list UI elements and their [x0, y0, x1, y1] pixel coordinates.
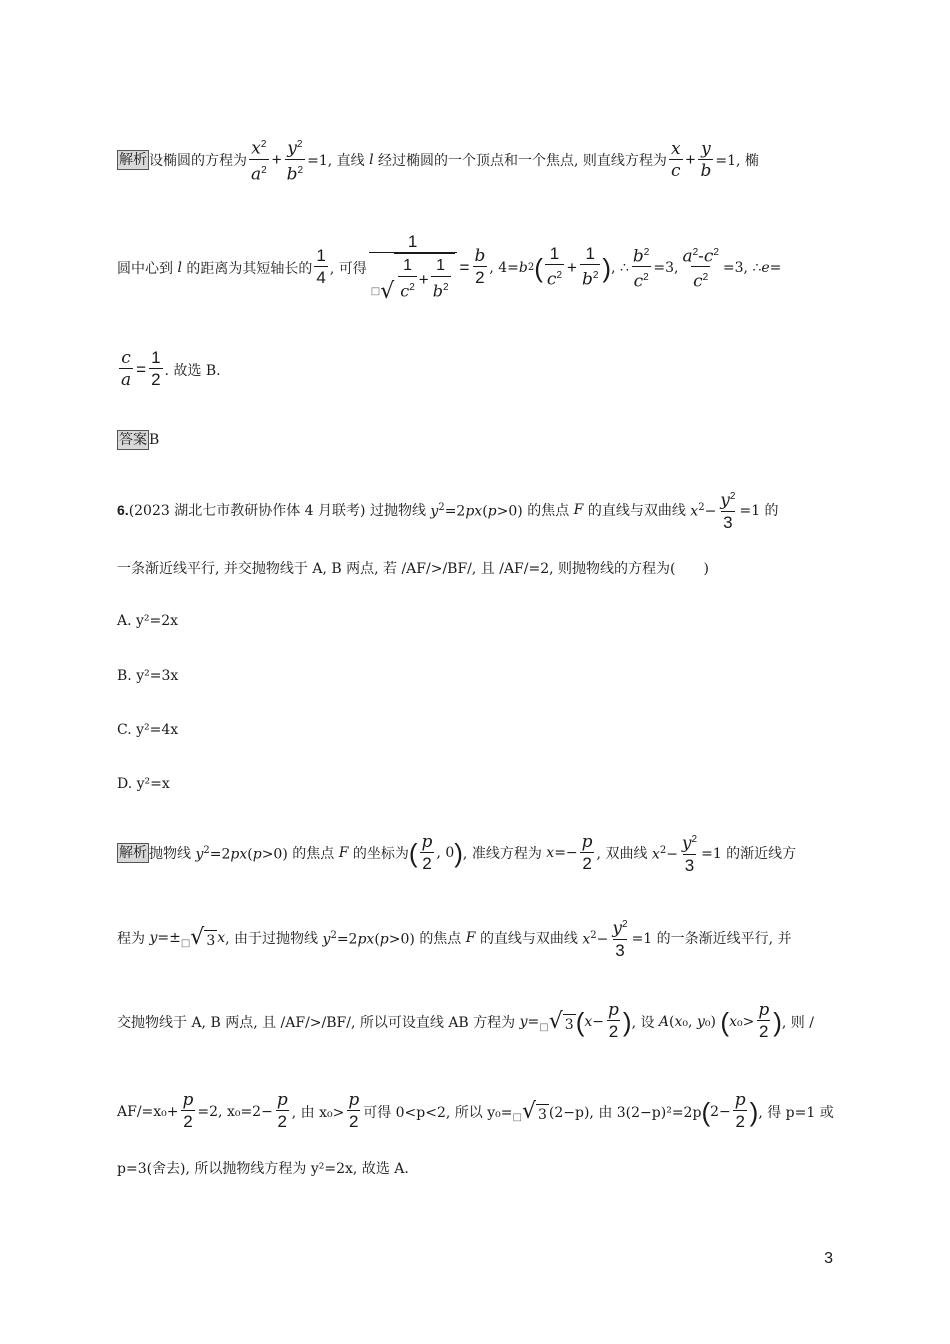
text: 一条渐近线平行, 并交抛物线于 A, B 两点, 若 /AF/>/BF/, 且 /AF/=2, 则抛物线的方程为( )	[117, 561, 709, 577]
text: , 得 p=1 或	[758, 1104, 834, 1121]
answer5-line	[117, 430, 833, 450]
analysis-label: 解析	[119, 152, 147, 169]
text: , 则 /	[781, 1014, 814, 1031]
text: 的焦点	[527, 503, 570, 520]
fraction-a2-c2-c2: $\frac{a^2-c^2}{c^2}$	[682, 246, 719, 292]
option-a[interactable]	[117, 613, 833, 629]
fraction-p-2: $\frac{p}{2}$	[758, 1000, 770, 1041]
text: =1 的	[739, 503, 779, 520]
option-a-text: A. y²=2x	[117, 613, 179, 629]
text: , 设	[631, 1014, 655, 1031]
fraction-1-b2: $\frac{1}{b^2}$	[581, 244, 599, 290]
fraction-p-2: $\frac{p}{2}$	[581, 831, 593, 873]
text: , 4=	[489, 259, 519, 276]
text: (2023 湖北七市教研协作体 4 月联考) 过抛物线	[128, 503, 426, 520]
text: 的直线与双曲线	[587, 503, 686, 520]
text: , ∴	[611, 259, 629, 276]
text: =3,	[653, 259, 679, 276]
text: 抛物线	[149, 846, 191, 863]
analysis-label: 解析	[119, 845, 147, 862]
fraction-distance: 1 □ √ $\frac{1}{c^2}$ + $\frac{1}{b^2}$	[369, 232, 457, 303]
text: 的直线与双曲线	[479, 931, 578, 948]
text: =1, 直线	[307, 153, 365, 170]
option-b[interactable]	[117, 668, 833, 684]
solution5-line1: 解析 设椭圆的方程为 $\frac{x^2}{a^2}$ + $\frac{y^2}{b^2}$ =1, 直线 l 经过椭圆的一个顶点和一个焦点, 则直线方程为 $\frac{x}{c}$ + $\frac{y}{b}$ =1, 椭	[117, 135, 833, 185]
text: 设椭圆的方程为	[149, 153, 247, 170]
text: =1 的一条渐近线平行, 并	[631, 931, 792, 948]
solution6-line2: 程为 y=± □ √ 3 x , 由于过抛物线 $y^2=2px(p>0)$ 的焦点 F 的直线与双曲线 $x^2-$ $\frac{y^2}{3}$ =1 的一条渐近线平行, 并	[117, 915, 833, 962]
solution5-line2: 圆中心到 l 的距离为其短轴长的 $\frac{1}{4}$ , 可得 1 □ √ $\frac{1}{c^2}$ + $\frac{1}{b^2}$ = $\frac{b}{2}$ , 4= b 2 ( $\frac{1}{c^2}$ + $\frac{1}{b^2}$ ) , ∴ $\frac{b^2}{c^2}$ =3, $\frac{a^2-c^2}{c^2}$ =3, ∴ e=	[117, 232, 782, 305]
text: =3, ∴	[722, 259, 762, 276]
text: , 由于过抛物线	[225, 931, 319, 948]
text: =1 的渐近线方	[701, 846, 797, 863]
fraction-p-2: $\frac{p}{2}$	[276, 1090, 288, 1131]
solution5-line3: $\frac{c}{a}$ = $\frac{1}{2}$ . 故选 B.	[121, 348, 221, 390]
fraction-1-4: $\frac{1}{4}$	[316, 246, 326, 288]
solution6-line1: 解析 抛物线 $y^2=2px(p>0)$ 的焦点 F 的坐标为 ( $\frac{p}{2}$ , 0 ) , 准线方程为 x=− $\frac{p}{2}$ , 双曲线 $x^2-$ $\frac{y^2}{3}$ =1 的渐近线方	[119, 831, 797, 875]
fraction-x-c: $\frac{x}{c}$	[670, 138, 681, 181]
text: 可得 0<p<2, 所以 y₀=	[363, 1104, 513, 1121]
solution6-line5	[117, 1158, 833, 1178]
fraction-b2-c2: $\frac{b^2}{c^2}$	[632, 246, 650, 292]
answer-label: 答案	[119, 432, 147, 448]
fraction-1-c2: $\frac{1}{c^2}$	[546, 244, 563, 290]
answer-value: B	[149, 432, 160, 448]
text: 的距离为其短轴长的	[186, 260, 313, 277]
text: 程为	[117, 931, 145, 948]
option-b-text: B. y²=3x	[117, 668, 179, 684]
fraction-1-2: $\frac{1}{2}$	[151, 348, 161, 389]
fraction-b-2: $\frac{b}{2}$	[474, 246, 486, 288]
text: , 由 x₀>	[291, 1104, 345, 1121]
fraction-y-b: $\frac{y}{b}$	[700, 138, 712, 181]
text: . 故选 B.	[164, 362, 221, 379]
option-c-text: C. y²=4x	[117, 722, 179, 738]
fraction-y2-3: $\frac{y^2}{3}$	[612, 918, 628, 960]
text: , 准线方程为	[462, 846, 542, 863]
text: 的焦点	[419, 931, 462, 948]
solution6-line4: AF/=x₀+ $\frac{p}{2}$ =2, x₀=2− $\frac{p}{2}$ , 由 x₀> $\frac{p}{2}$ 可得 0<p<2, 所以 y₀= □ √ 3 (2−p), 由 3(2−p)²=2p ( 2− $\frac{p}{2}$ ) , 得 p=1 或	[117, 1090, 834, 1131]
fraction-y2-3: $\frac{y^2}{3}$	[681, 833, 698, 875]
page-number: 3	[824, 1250, 833, 1267]
option-c[interactable]	[117, 722, 833, 738]
fraction-y2-b2: $\frac{y^2}{b^2}$	[286, 138, 304, 185]
question-number: 6.	[117, 502, 129, 519]
text: (2−p), 由 3(2−p)²=2p	[548, 1104, 702, 1121]
text: , 双曲线	[596, 846, 648, 863]
text: 的焦点	[292, 846, 335, 863]
solution6-line3: 交抛物线于 A, B 两点, 且 /AF/>/BF/, 所以可设直线 AB 方程为 y= □ √ 3 ( x− $\frac{p}{2}$ ) , 设 A(x₀, y₀) ( x₀> $\frac{p}{2}$ ) , 则 /	[117, 1000, 814, 1041]
fraction-c-a: $\frac{c}{a}$	[121, 348, 132, 390]
fraction-p-2: $\frac{p}{2}$	[608, 1000, 619, 1041]
option-d-text: D. y²=x	[117, 776, 170, 792]
fraction-p-2: $\frac{p}{2}$	[182, 1090, 194, 1131]
text: p=3(舍去), 所以抛物线方程为 y²=2x, 故选 A.	[117, 1161, 409, 1177]
text: 交抛物线于 A, B 两点, 且 /AF/>/BF/, 所以可设直线 AB 方程为	[117, 1014, 516, 1031]
text: 的坐标为	[352, 846, 409, 863]
question6-line2	[117, 558, 833, 578]
text: AF/=x₀+	[117, 1103, 179, 1120]
fraction-x2-a2: $\frac{x^2}{a^2}$	[251, 138, 267, 185]
fraction-p-2: $\frac{p}{2}$	[421, 831, 433, 873]
fraction-p-2: $\frac{p}{2}$	[734, 1090, 746, 1131]
text: , 可得	[329, 260, 367, 277]
option-d[interactable]	[117, 776, 833, 792]
text: 经过椭圆的一个顶点和一个焦点, 则直线方程为	[378, 153, 667, 170]
fraction-p-2: $\frac{p}{2}$	[348, 1090, 360, 1131]
question6-line1: 6. (2023 湖北七市教研协作体 4 月联考) 过抛物线 $y^2=2px(p>0)$ 的焦点 F 的直线与双曲线 $x^2-$ $\frac{y^2}{3}$ =1 的	[117, 487, 833, 534]
text: =2, x₀=2−	[197, 1103, 273, 1120]
text: 圆中心到	[117, 260, 173, 277]
fraction-y2-3: $\frac{y^2}{3}$	[720, 490, 736, 532]
text: e=	[761, 259, 782, 276]
text: =1, 椭	[715, 153, 759, 170]
